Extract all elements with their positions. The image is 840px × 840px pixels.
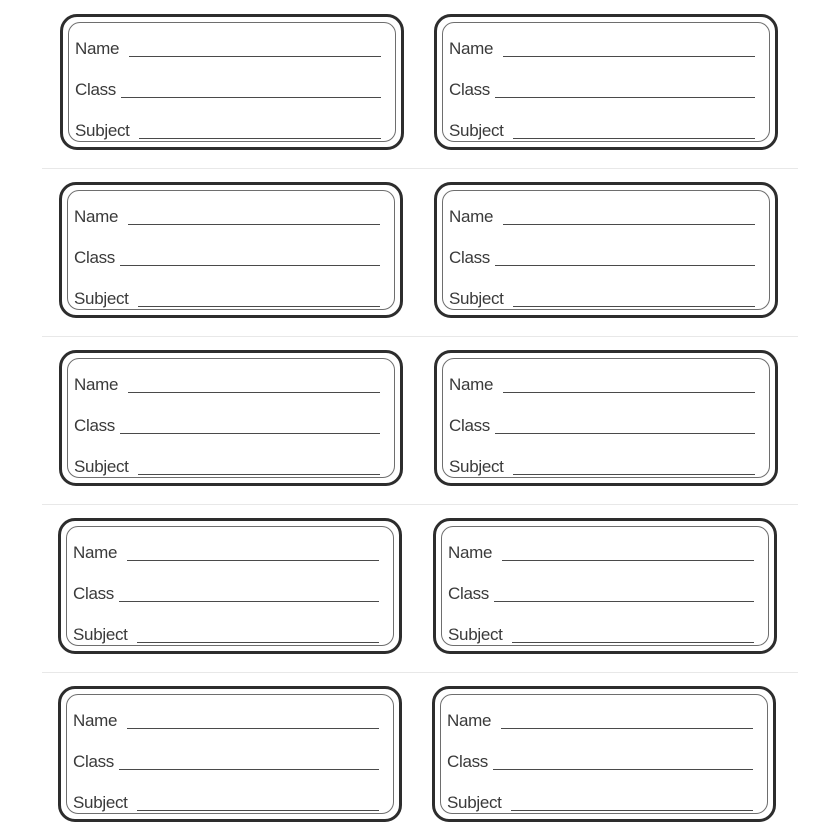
class-field[interactable] [73, 580, 379, 604]
name-write-line[interactable] [129, 56, 381, 57]
name-field[interactable] [73, 707, 379, 731]
subject-write-line[interactable] [511, 810, 753, 811]
class-field[interactable] [75, 76, 381, 100]
class-label: Class [74, 416, 116, 435]
class-label: Class [449, 416, 491, 435]
subject-field[interactable] [74, 285, 380, 309]
name-write-line[interactable] [127, 728, 379, 729]
name-write-line[interactable] [127, 560, 379, 561]
label-card [433, 518, 777, 654]
subject-write-line[interactable] [138, 474, 380, 475]
label-card [58, 518, 402, 654]
class-write-line[interactable] [495, 265, 755, 266]
class-write-line[interactable] [119, 769, 379, 770]
label-card [60, 14, 404, 150]
name-write-line[interactable] [502, 560, 754, 561]
subject-field[interactable] [449, 453, 755, 477]
sheet-divider [42, 336, 798, 337]
class-write-line[interactable] [120, 433, 380, 434]
sheet-divider [42, 504, 798, 505]
subject-field[interactable] [73, 621, 379, 645]
name-label: Name [74, 375, 119, 394]
sheet-divider [42, 168, 798, 169]
name-write-line[interactable] [503, 224, 755, 225]
class-field[interactable] [448, 580, 754, 604]
name-field[interactable] [449, 371, 755, 395]
subject-write-line[interactable] [139, 138, 381, 139]
name-field[interactable] [449, 203, 755, 227]
class-write-line[interactable] [119, 601, 379, 602]
name-label: Name [74, 207, 119, 226]
name-field[interactable] [73, 539, 379, 563]
subject-write-line[interactable] [138, 306, 380, 307]
label-card [59, 350, 403, 486]
subject-write-line[interactable] [513, 306, 755, 307]
class-label: Class [75, 80, 117, 99]
name-label: Name [73, 711, 118, 730]
subject-label: Subject [74, 289, 129, 308]
name-label: Name [447, 711, 492, 730]
subject-write-line[interactable] [513, 474, 755, 475]
subject-field[interactable] [73, 789, 379, 813]
subject-field[interactable] [448, 621, 754, 645]
subject-label: Subject [449, 289, 504, 308]
label-card [434, 350, 778, 486]
name-write-line[interactable] [128, 224, 380, 225]
subject-label: Subject [74, 457, 129, 476]
name-label: Name [449, 375, 494, 394]
name-field[interactable] [74, 203, 380, 227]
class-field[interactable] [74, 244, 380, 268]
class-label: Class [74, 248, 116, 267]
name-field[interactable] [448, 539, 754, 563]
subject-label: Subject [449, 121, 504, 140]
label-card [58, 686, 402, 822]
sheet-divider [42, 672, 798, 673]
subject-write-line[interactable] [137, 810, 379, 811]
class-field[interactable] [74, 412, 380, 436]
name-field[interactable] [74, 371, 380, 395]
subject-field[interactable] [74, 453, 380, 477]
subject-field[interactable] [449, 117, 755, 141]
class-field[interactable] [73, 748, 379, 772]
subject-write-line[interactable] [513, 138, 755, 139]
subject-write-line[interactable] [512, 642, 754, 643]
name-label: Name [75, 39, 120, 58]
name-write-line[interactable] [501, 728, 753, 729]
subject-label: Subject [448, 625, 503, 644]
name-field[interactable] [449, 35, 755, 59]
subject-field[interactable] [449, 285, 755, 309]
label-card [59, 182, 403, 318]
class-field[interactable] [447, 748, 753, 772]
label-card [432, 686, 776, 822]
class-label: Class [73, 584, 115, 603]
name-write-line[interactable] [503, 392, 755, 393]
class-field[interactable] [449, 244, 755, 268]
label-card [434, 182, 778, 318]
class-label: Class [447, 752, 489, 771]
subject-field[interactable] [447, 789, 753, 813]
subject-label: Subject [73, 793, 128, 812]
class-write-line[interactable] [120, 265, 380, 266]
class-field[interactable] [449, 76, 755, 100]
name-label: Name [448, 543, 493, 562]
class-write-line[interactable] [121, 97, 381, 98]
name-field[interactable] [75, 35, 381, 59]
class-field[interactable] [449, 412, 755, 436]
class-write-line[interactable] [494, 601, 754, 602]
label-card [434, 14, 778, 150]
subject-label: Subject [73, 625, 128, 644]
name-write-line[interactable] [503, 56, 755, 57]
subject-label: Subject [75, 121, 130, 140]
class-label: Class [448, 584, 490, 603]
class-label: Class [73, 752, 115, 771]
class-label: Class [449, 80, 491, 99]
class-label: Class [449, 248, 491, 267]
class-write-line[interactable] [495, 97, 755, 98]
name-label: Name [73, 543, 118, 562]
class-write-line[interactable] [493, 769, 753, 770]
subject-write-line[interactable] [137, 642, 379, 643]
name-label: Name [449, 39, 494, 58]
subject-field[interactable] [75, 117, 381, 141]
class-write-line[interactable] [495, 433, 755, 434]
subject-label: Subject [447, 793, 502, 812]
name-field[interactable] [447, 707, 753, 731]
name-write-line[interactable] [128, 392, 380, 393]
name-label: Name [449, 207, 494, 226]
subject-label: Subject [449, 457, 504, 476]
